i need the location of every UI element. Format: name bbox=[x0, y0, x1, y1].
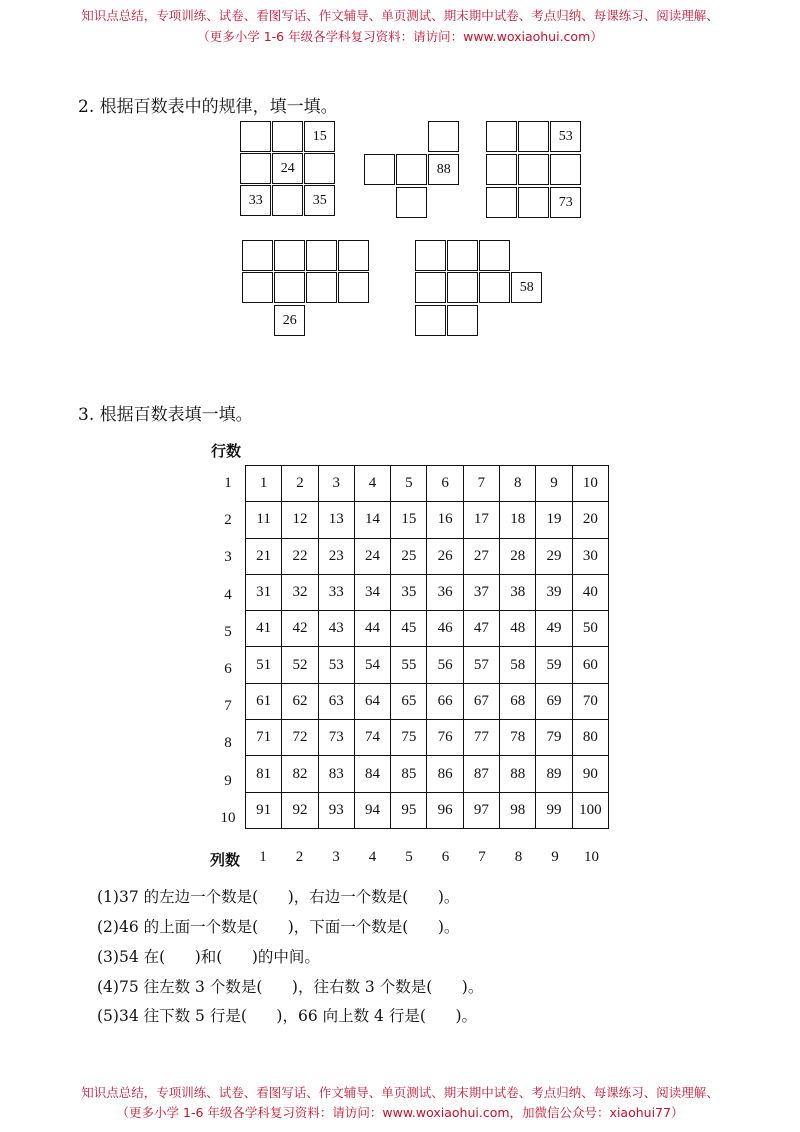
table-cell: 33 bbox=[318, 574, 354, 610]
grid-cell[interactable] bbox=[428, 121, 459, 152]
table-row bbox=[246, 647, 609, 683]
grid-cell: 58 bbox=[511, 272, 542, 303]
table-cell: 36 bbox=[427, 574, 463, 610]
grid-cell[interactable] bbox=[364, 154, 395, 185]
question-4[interactable]: (4)75 往左数 3 个数是( )，往右数 3 个数是( )。 bbox=[97, 978, 484, 996]
col-number: 3 bbox=[332, 849, 340, 865]
grid-cell[interactable] bbox=[240, 153, 271, 184]
table-row bbox=[246, 683, 609, 719]
row-number: 10 bbox=[220, 809, 236, 826]
col-number: 9 bbox=[551, 849, 559, 865]
table-cell: 20 bbox=[572, 502, 608, 538]
table-cell: 5 bbox=[391, 466, 427, 502]
table-cell: 83 bbox=[318, 756, 354, 792]
grid-cell[interactable] bbox=[486, 187, 517, 218]
grid-cell[interactable] bbox=[518, 187, 549, 218]
table-cell: 30 bbox=[572, 538, 608, 574]
table-cell: 14 bbox=[354, 502, 390, 538]
table-cell: 52 bbox=[282, 647, 318, 683]
col-number: 1 bbox=[259, 849, 267, 865]
footer-line-2: （更多小学 1-6 年级各学科复习资料：请访问：www.woxiaohui.com，加微信公众号：xiaohui77） bbox=[116, 1105, 684, 1120]
table-cell: 99 bbox=[536, 792, 572, 828]
grid-cell[interactable] bbox=[447, 240, 478, 271]
col-number: 5 bbox=[405, 849, 413, 865]
table-cell: 50 bbox=[572, 611, 608, 647]
table-cell: 24 bbox=[354, 538, 390, 574]
table-cell: 12 bbox=[282, 502, 318, 538]
table-cell: 39 bbox=[536, 574, 572, 610]
table-cell: 31 bbox=[246, 574, 282, 610]
table-cell: 32 bbox=[282, 574, 318, 610]
table-cell: 80 bbox=[572, 720, 608, 756]
table-cell: 1 bbox=[246, 466, 282, 502]
table-cell: 8 bbox=[500, 466, 536, 502]
row-number: 4 bbox=[224, 586, 232, 603]
q3-title: 3. 根据百数表填一填。 bbox=[78, 405, 253, 425]
table-cell: 93 bbox=[318, 792, 354, 828]
grid-cell[interactable] bbox=[415, 240, 446, 271]
table-cell: 10 bbox=[572, 466, 608, 502]
col-number: 2 bbox=[295, 849, 304, 865]
col-number: 6 bbox=[441, 849, 450, 865]
question-3[interactable]: (3)54 在( )和( )的中间。 bbox=[97, 948, 320, 966]
grid-cell[interactable] bbox=[338, 272, 369, 303]
table-cell: 29 bbox=[536, 538, 572, 574]
table-cell: 23 bbox=[318, 538, 354, 574]
grid-cell: 53 bbox=[550, 121, 581, 152]
table-cell: 65 bbox=[391, 683, 427, 719]
table-row bbox=[246, 502, 609, 538]
grid-cell[interactable] bbox=[415, 272, 446, 303]
table-cell: 21 bbox=[246, 538, 282, 574]
table-cell: 89 bbox=[536, 756, 572, 792]
grid-cell[interactable] bbox=[272, 121, 303, 152]
table-cell: 66 bbox=[427, 683, 463, 719]
row-number: 8 bbox=[224, 735, 232, 752]
table-cell: 6 bbox=[427, 466, 463, 502]
table-cell: 41 bbox=[246, 611, 282, 647]
table-cell: 13 bbox=[318, 502, 354, 538]
table-row bbox=[246, 792, 609, 828]
q2-title: 2. 根据百数表中的规律，填一填。 bbox=[78, 97, 338, 117]
row-axis-label: 行数 bbox=[211, 442, 242, 460]
table-cell: 77 bbox=[463, 720, 499, 756]
grid-cell[interactable] bbox=[242, 272, 273, 303]
row-number: 3 bbox=[224, 549, 232, 566]
table-cell: 69 bbox=[536, 683, 572, 719]
table-cell: 16 bbox=[427, 502, 463, 538]
grid-cell[interactable] bbox=[240, 121, 271, 152]
col-number: 8 bbox=[514, 849, 523, 865]
table-cell: 17 bbox=[463, 502, 499, 538]
table-cell: 15 bbox=[391, 502, 427, 538]
table-cell: 92 bbox=[282, 792, 318, 828]
table-cell: 91 bbox=[246, 792, 282, 828]
question-5[interactable]: (5)34 往下数 5 行是( )，66 向上数 4 行是( )。 bbox=[97, 1007, 478, 1025]
table-cell: 40 bbox=[572, 574, 608, 610]
table-cell: 22 bbox=[282, 538, 318, 574]
table-cell: 64 bbox=[354, 683, 390, 719]
header-line-1: 知识点总结，专项训练、试卷、看图写话、作文辅导、单页测试、期末期中试卷、考点归纳、每课练习、阅读理解、 bbox=[81, 8, 719, 23]
grid-cell[interactable] bbox=[304, 153, 335, 184]
grid-cell[interactable] bbox=[518, 154, 549, 185]
table-cell: 60 bbox=[572, 647, 608, 683]
col-axis-label: 列数 bbox=[210, 851, 241, 869]
table-cell: 3 bbox=[318, 466, 354, 502]
table-row bbox=[246, 538, 609, 574]
grid-cell[interactable] bbox=[486, 121, 517, 152]
table-cell: 7 bbox=[463, 466, 499, 502]
table-cell: 38 bbox=[500, 574, 536, 610]
grid-cell[interactable] bbox=[447, 305, 478, 336]
grid-cell[interactable] bbox=[479, 272, 510, 303]
table-cell: 45 bbox=[391, 611, 427, 647]
row-number: 7 bbox=[224, 698, 232, 715]
table-cell: 47 bbox=[463, 611, 499, 647]
grid-cell[interactable] bbox=[338, 240, 369, 271]
grid-cell: 73 bbox=[550, 187, 581, 218]
grid-cell[interactable] bbox=[550, 154, 581, 185]
table-cell: 59 bbox=[536, 647, 572, 683]
header-line-2: （更多小学 1-6 年级各学科复习资料：请访问：www.woxiaohui.com） bbox=[197, 29, 603, 44]
table-cell: 56 bbox=[427, 647, 463, 683]
table-cell: 42 bbox=[282, 611, 318, 647]
row-number: 2 bbox=[224, 512, 232, 529]
table-row bbox=[246, 574, 609, 610]
grid-cell[interactable] bbox=[396, 154, 427, 185]
table-cell: 37 bbox=[463, 574, 499, 610]
grid-cell[interactable] bbox=[396, 187, 427, 218]
grid-cell[interactable] bbox=[415, 305, 446, 336]
table-cell: 51 bbox=[246, 647, 282, 683]
table-cell: 74 bbox=[354, 720, 390, 756]
grid-cell[interactable] bbox=[306, 272, 337, 303]
table-cell: 90 bbox=[572, 756, 608, 792]
col-number: 10 bbox=[584, 849, 599, 865]
table-cell: 72 bbox=[282, 720, 318, 756]
table-row bbox=[246, 720, 609, 756]
footer-line-1: 知识点总结，专项训练、试卷、看图写话、作文辅导、单页测试、期末期中试卷、考点归纳、每课练习、阅读理解、 bbox=[81, 1085, 719, 1100]
question-1[interactable]: (1)37 的左边一个数是( )，右边一个数是( )。 bbox=[97, 888, 460, 906]
grid-cell[interactable] bbox=[447, 272, 478, 303]
table-row bbox=[246, 611, 609, 647]
table-cell: 68 bbox=[500, 683, 536, 719]
row-number: 5 bbox=[224, 623, 232, 640]
table-cell: 55 bbox=[391, 647, 427, 683]
table-row bbox=[246, 466, 609, 502]
table-cell: 44 bbox=[354, 611, 390, 647]
table-cell: 86 bbox=[427, 756, 463, 792]
grid-cell[interactable] bbox=[306, 240, 337, 271]
table-cell: 79 bbox=[536, 720, 572, 756]
table-cell: 81 bbox=[246, 756, 282, 792]
table-cell: 27 bbox=[463, 538, 499, 574]
grid-cell: 33 bbox=[240, 185, 271, 216]
table-cell: 76 bbox=[427, 720, 463, 756]
col-number: 4 bbox=[368, 849, 377, 865]
table-cell: 73 bbox=[318, 720, 354, 756]
question-2[interactable]: (2)46 的上面一个数是( )，下面一个数是( )。 bbox=[97, 918, 460, 936]
table-cell: 25 bbox=[391, 538, 427, 574]
grid-cell: 35 bbox=[304, 185, 335, 216]
grid-cell[interactable] bbox=[518, 121, 549, 152]
table-cell: 54 bbox=[354, 647, 390, 683]
row-number: 9 bbox=[224, 772, 232, 789]
table-row bbox=[246, 756, 609, 792]
table-cell: 84 bbox=[354, 756, 390, 792]
table-cell: 97 bbox=[463, 792, 499, 828]
grid-cell: 24 bbox=[272, 153, 303, 184]
table-cell: 26 bbox=[427, 538, 463, 574]
row-number: 6 bbox=[224, 661, 232, 677]
table-cell: 95 bbox=[391, 792, 427, 828]
grid-cell[interactable] bbox=[479, 240, 510, 271]
table-cell: 35 bbox=[391, 574, 427, 610]
table-cell: 48 bbox=[500, 611, 536, 647]
table-cell: 4 bbox=[354, 466, 390, 502]
table-cell: 62 bbox=[282, 683, 318, 719]
table-cell: 98 bbox=[500, 792, 536, 828]
table-cell: 58 bbox=[500, 647, 536, 683]
table-cell: 96 bbox=[427, 792, 463, 828]
table-cell: 28 bbox=[500, 538, 536, 574]
grid-cell[interactable] bbox=[274, 272, 305, 303]
table-cell: 88 bbox=[500, 756, 536, 792]
table-cell: 94 bbox=[354, 792, 390, 828]
table-cell: 87 bbox=[463, 756, 499, 792]
table-cell: 75 bbox=[391, 720, 427, 756]
grid-cell[interactable] bbox=[274, 240, 305, 271]
table-cell: 82 bbox=[282, 756, 318, 792]
grid-cell[interactable] bbox=[242, 240, 273, 271]
table-cell: 34 bbox=[354, 574, 390, 610]
grid-cell: 15 bbox=[304, 121, 335, 152]
table-cell: 63 bbox=[318, 683, 354, 719]
table-cell: 71 bbox=[246, 720, 282, 756]
grid-cell[interactable] bbox=[486, 154, 517, 185]
grid-cell: 26 bbox=[274, 305, 305, 336]
grid-cell: 88 bbox=[428, 154, 459, 185]
table-cell: 78 bbox=[500, 720, 536, 756]
table-cell: 57 bbox=[463, 647, 499, 683]
table-cell: 67 bbox=[463, 683, 499, 719]
table-cell: 49 bbox=[536, 611, 572, 647]
grid-cell[interactable] bbox=[272, 185, 303, 216]
table-cell: 9 bbox=[536, 466, 572, 502]
table-cell: 43 bbox=[318, 611, 354, 647]
table-cell: 70 bbox=[572, 683, 608, 719]
table-cell: 19 bbox=[536, 502, 572, 538]
row-number: 1 bbox=[224, 475, 232, 491]
table-cell: 100 bbox=[572, 792, 608, 828]
table-cell: 2 bbox=[282, 466, 318, 502]
table-cell: 46 bbox=[427, 611, 463, 647]
table-cell: 85 bbox=[391, 756, 427, 792]
table-cell: 18 bbox=[500, 502, 536, 538]
table-cell: 53 bbox=[318, 647, 354, 683]
table-cell: 61 bbox=[246, 683, 282, 719]
table-cell: 11 bbox=[246, 502, 282, 538]
col-number: 7 bbox=[478, 849, 486, 865]
hundred-table bbox=[245, 465, 609, 829]
